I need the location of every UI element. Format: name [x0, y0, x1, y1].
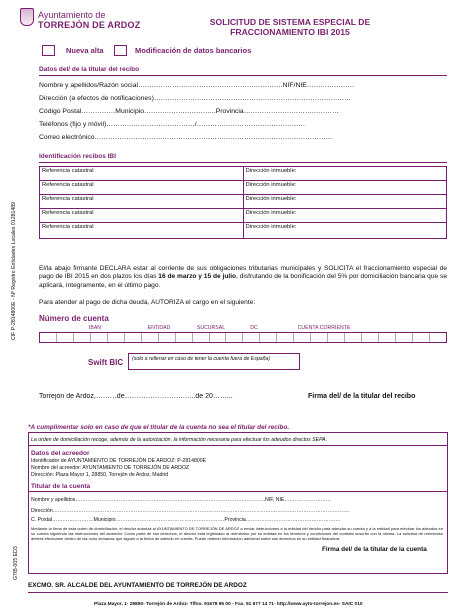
titular-cuenta-direccion-field[interactable]: Dirección………………………………………………………………………………………………………………………………………………………. [31, 508, 350, 514]
modificacion-label: Modificación de datos bancarios [135, 46, 252, 55]
coat-of-arms-icon [20, 8, 34, 26]
acreedor-title: Datos del acreedor [31, 450, 90, 457]
referencia-catastral-cell[interactable]: Referencia catastral [40, 167, 244, 181]
legal-text: Mediante la firma de esta orden de domiciliación, el deudor autoriza al AYUNTAMIENTO DE TORREJÓN DE ARDOZ a enviar instrucciones a la entidad del deudor para adeudar su cuenta y a la entidad para efectuar los adeudos en su cuenta siguiendo las instrucciones del acreedor. Como parte de sus derechos, el deudor está legitimado al reembolso por su entidad en los términos y condiciones del contrato suscrito con la misma. La solicitud de reembolso deberá efectuarse dentro de las ocho semanas que siguen a la fecha de adeudo en cuenta. Puede obtener información adicional sobre sus derechos en su entidad financiera. [31, 526, 443, 541]
table-row [40, 181, 447, 195]
direccion-inmueble-cell[interactable]: Dirección inmueble: [243, 181, 447, 195]
referencia-catastral-cell[interactable]: Referencia catastral [40, 209, 244, 223]
recibos-section-title: Identificación recibos IBI [39, 153, 116, 160]
orden-divider-2 [28, 491, 448, 492]
direccion-inmueble-cell[interactable]: Dirección inmueble: [243, 209, 447, 223]
aviso-text: *A cumplimentar solo en caso de que el titular de la cuenta no sea el titular del recibo. [28, 424, 290, 431]
modificacion-checkbox[interactable] [114, 45, 127, 56]
direccion-inmueble-cell[interactable]: Dirección inmueble: [243, 223, 447, 239]
swift-label: Swift BIC [88, 358, 124, 367]
nueva-alta-checkbox[interactable] [42, 45, 55, 56]
firma-titular-recibo-label: Firma del/ de la titular del recibo [308, 393, 416, 400]
vertical-registry-text: CIF P-2814800E - Nº Registro Entidades Locales 01281489 [11, 201, 17, 340]
swift-input[interactable] [128, 353, 300, 370]
iban-input[interactable] [39, 332, 447, 343]
referencia-catastral-cell[interactable]: Referencia catastral [40, 223, 244, 239]
sucursal-header: SUCURSAL [196, 325, 226, 331]
logo-line1: Ayuntamiento de [38, 10, 106, 20]
direccion-field[interactable]: Dirección (a efectos de notificaciones)…………………………………………………………………………… [39, 95, 351, 102]
correo-field[interactable]: Correo electrónico…………………………………………………………………………………………… [39, 134, 333, 141]
direccion-inmueble-cell[interactable]: Dirección inmueble: [243, 195, 447, 209]
numero-cuenta-title: Número de cuenta [39, 314, 109, 323]
nueva-alta-label: Nueva alta [66, 46, 104, 55]
destinatario-text: EXCMO. SR. ALCALDE DEL AYUNTAMIENTO DE TORREJÓN DE ARDOZ [28, 582, 247, 589]
table-row [40, 223, 447, 239]
swift-note: (solo a rellenar en caso de tener la cuenta fuera de España) [132, 356, 271, 362]
vertical-code-text: G7IB-005 ED3 [13, 546, 19, 580]
titular-cuenta-cp-field[interactable]: C. Postal……………………Municipio………………………………………………………Provincia………………………………………………. [31, 517, 341, 523]
referencia-catastral-cell[interactable]: Referencia catastral [40, 181, 244, 195]
titular-cuenta-title: Titular de la cuenta [31, 483, 91, 490]
footer-divider [28, 592, 448, 593]
logo-line2: TORREJÓN DE ARDOZ [38, 20, 141, 30]
lugar-fecha-field[interactable]: Torrejón de Ardoz,………de…………………….…...de 20……... [39, 393, 233, 400]
orden-intro: La orden de domiciliación recoge, además de la autorización, la información necesaria para efectuar los adeudos directos SEPA. [31, 437, 328, 443]
table-row [40, 167, 447, 181]
dc-header: DC [250, 325, 258, 331]
codigo-postal-field[interactable]: Código Postal……………Municipio…………………………..Provincia…………………………………… [39, 108, 339, 115]
nombre-field[interactable]: Nombre y apellidos/Razón social……………………………………………………….NIF/NIE………………… [39, 82, 355, 89]
entidad-header: ENTIDAD [147, 325, 171, 331]
cuenta-corriente-header: CUENTA CORRIENTE [297, 325, 351, 331]
declaracion-paragraph: El/la abajo firmante DECLARA estar al corriente de sus obligaciones tributarias municipales y SOLICITA el fraccionamiento especial de pago de IBI 2015 en dos plazos los días 16 de marzo y 15 de julio, disfrutando de la bonificación del 5% por domiciliación bancaria que se aplicará, íntegramente, en el último pago. [39, 265, 447, 289]
recibos-divider [39, 162, 447, 163]
direccion-inmueble-cell[interactable]: Dirección inmueble: [243, 167, 447, 181]
form-title: SOLICITUD DE SISTEMA ESPECIAL DE FRACCIONAMIENTO IBI 2015 [209, 17, 371, 37]
titular-section-title: Datos del/ de la titular del recibo [39, 66, 140, 73]
firma-titular-cuenta-label: Firma del/ de la titular de la cuenta [322, 546, 427, 553]
orden-divider-1 [28, 445, 448, 446]
iban-header: IBAN [88, 325, 102, 331]
titular-divider [39, 75, 447, 76]
autoriza-paragraph: Para atender al pago de dicha deuda, AUTORIZA el cargo en el siguiente: [39, 299, 256, 306]
footer-address: Plaza Mayor, 1- 28850- Torrejón de Ardoz- Tlfno. 91678 95 00 - Fax. 91 677 14 71- http://www.ayto-torrejon.es- SAIC 010 [94, 602, 363, 607]
titular-cuenta-nombre-field[interactable]: Nombre y apellidos………………………………………………………………………………………………..NIF, NIE……………………… [31, 497, 332, 503]
table-row [40, 209, 447, 223]
referencia-catastral-cell[interactable]: Referencia catastral [40, 195, 244, 209]
recibos-table [39, 166, 447, 239]
acreedor-direccion: Dirección: Plaza Mayor 1, 28850, Torrejón de Ardoz, Madrid [31, 472, 169, 478]
acreedor-nombre: Nombre del acreedor: AYUNTAMIENTO DE TORREJÓN DE ARDOZ [31, 465, 190, 471]
telefonos-field[interactable]: Teléfonos (fijo y móvil)…………………………………/………………………………………… [39, 121, 306, 128]
table-row [40, 195, 447, 209]
acreedor-id: Identificador de AYUNTAMIENTO DE TORREJÓN DE ARDOZ: P-2814800E [31, 458, 207, 464]
